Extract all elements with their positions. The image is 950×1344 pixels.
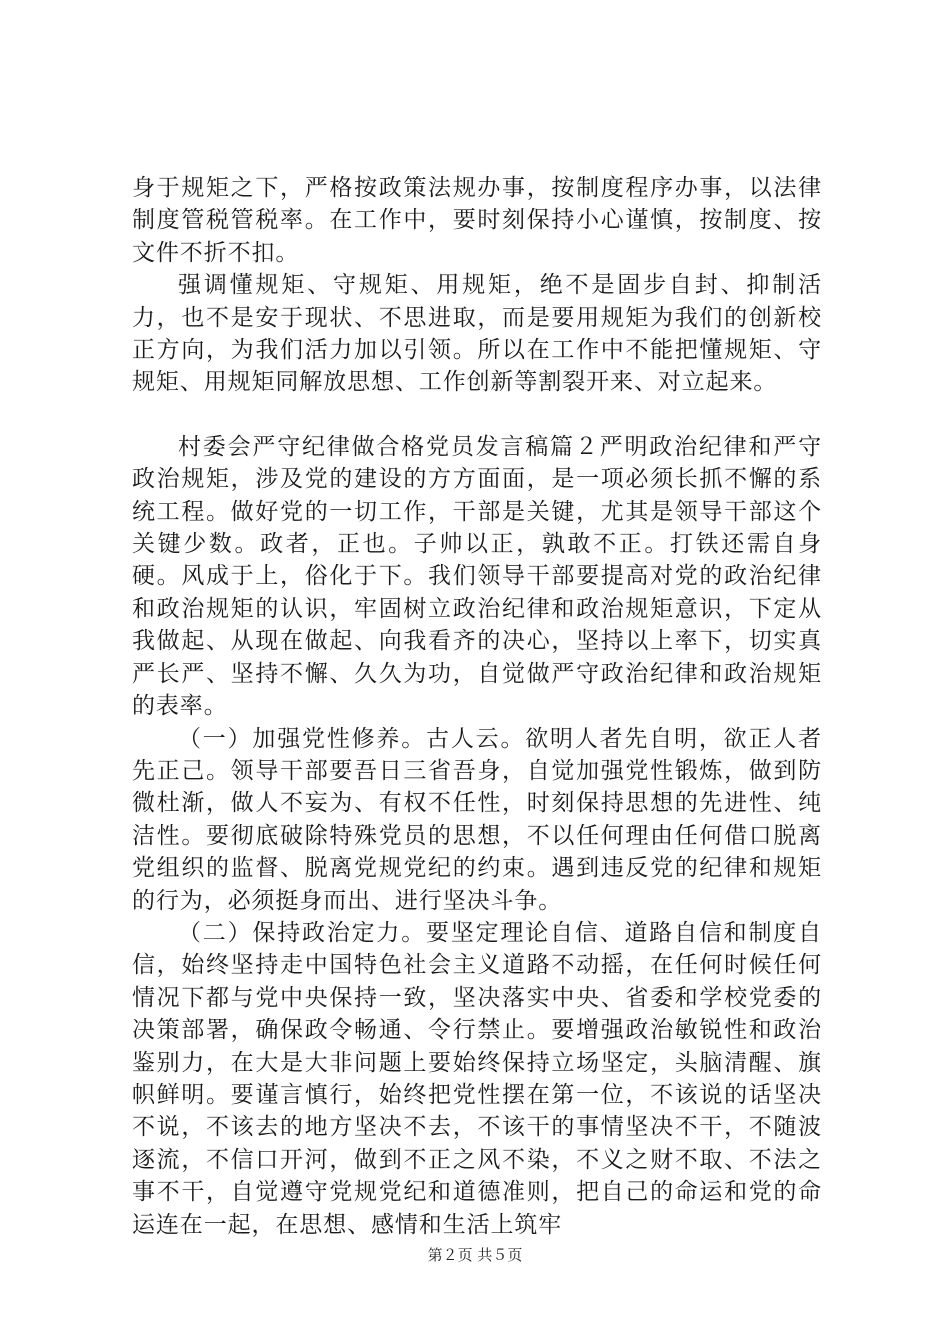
paragraph-article-2-intro: 村委会严守纪律做合格党员发言稿篇２严明政治纪律和严守政治规矩，涉及党的建设的方方面面，是一项必须长抓不懈的系统工程。做好党的一切工作，干部是关键，尤其是领导干部这个关键少数。政者，正也。子帅以正，孰敢不正。打铁还需自身硬。风成于上，俗化于下。我们领导干部要提高对党的政治纪律和政治规矩的认识，牢固树立政治纪律和政治规矩意识，下定从我做起、从现在做起、向我看齐的决心，坚持以上率下，切实真严长严、坚持不懈、久久为功，自觉做严守政治纪律和政治规矩的表率。	[132, 433, 822, 720]
document-body	[132, 172, 822, 1241]
paragraph-gap	[132, 399, 822, 431]
paragraph-rules-emphasis: 强调懂规矩、守规矩、用规矩，绝不是固步自封、抑制活力，也不是安于现状、不思进取，而是要用规矩为我们的创新校正方向，为我们活力加以引领。所以在工作中不能把懂规矩、守规矩、用规矩同解放思想、工作创新等割裂开来、对立起来。	[132, 272, 822, 396]
page-number-footer: 第２页 共５页	[427, 1246, 523, 1264]
paragraph-section-2: （二）保持政治定力。要坚定理论自信、道路自信和制度自信，始终坚持走中国特色社会主义道路不动摇，在任何时候任何情况下都与党中央保持一致，坚决落实中央、省委和学校党委的决策部署，确保政令畅通、令行禁止。要增强政治敏锐性和政治鉴别力，在大是大非问题上要始终保持立场坚定，头脑清醒、旗帜鲜明。要谨言慎行，始终把党性摆在第一位，不该说的话坚决不说，不该去的地方坚决不去，不该干的事情坚决不干，不随波逐流，不信口开河，做到不正之风不染，不义之财不取、不法之事不干，自觉遵守党规党纪和道德准则，把自己的命运和党的命运连在一起，在思想、感情和生活上筑牢	[132, 919, 822, 1238]
paragraph-continuation: 身于规矩之下，严格按政策法规办事，按制度程序办事，以法律制度管税管税率。在工作中，要时刻保持小心谨慎，按制度、按文件不折不扣。	[132, 175, 822, 266]
paragraph-section-1: （一）加强党性修养。古人云。欲明人者先自明，欲正人者先正己。领导干部要吾日三省吾身，自觉加强党性锻炼，做到防微杜渐，做人不妄为、有权不任性，时刻保持思想的先进性、纯洁性。要彻底破除特殊党员的思想，不以任何理由任何借口脱离党组织的监督、脱离党规党纪的约束。遇到违反党的纪律和规矩的行为，必须挺身而出、进行坚决斗争。	[132, 725, 822, 914]
